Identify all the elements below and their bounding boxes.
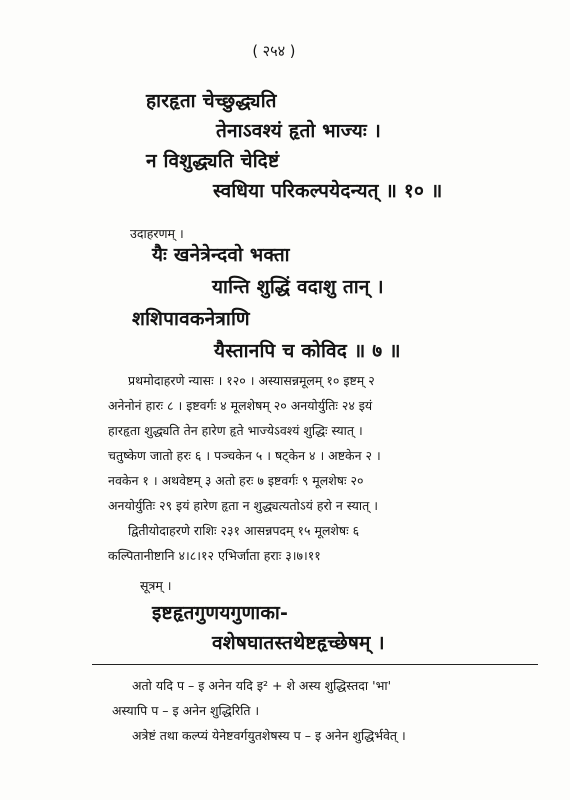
prose-line4: चतुष्केण जातो हरः ६ । पञ्चकेन ५ । षट्केन ४ । अष्टकेन २ । bbox=[108, 448, 381, 463]
footnote-divider bbox=[92, 664, 538, 665]
page-number: ( २५४ ) bbox=[252, 42, 296, 60]
prose-line1: प्रथमोदाहरणे न्यासः । १२० । अस्यासन्नमूलम् १० इष्टम् २ bbox=[128, 373, 375, 388]
verse1-line4: स्वधिया परिकल्पयेदन्यत् ॥ १० ॥ bbox=[213, 180, 443, 202]
verse1-line2: तेनाऽवश्यं हृतो भाज्यः । bbox=[216, 120, 382, 142]
verse1-line3: न विशुद्ध्यति चेदिष्टं bbox=[146, 150, 280, 172]
verse2-line3: शशिपावकनेत्राणि bbox=[132, 308, 250, 330]
footnote-line1: अतो यदि प – इ अनेन यदि इ² + शे अस्य शुद्धिस्तदा 'भा' bbox=[132, 678, 392, 693]
verse3-line2: वशेषघातस्तथेष्टहृच्छेषम् । bbox=[212, 632, 385, 654]
verse2-line1: यैः खनेत्रेन्दवो भक्ता bbox=[152, 244, 290, 266]
prose-line6: अनयोर्युतिः २९ इयं हारेण हृता न शुद्ध्यत्यतोऽयं हरो न स्यात् । bbox=[108, 498, 378, 513]
verse2-line2: यान्ति शुद्धिं वदाशु तान् । bbox=[212, 276, 384, 298]
prose-line5: नवकेन १ । अथवेष्टम् ३ अतो हरः ७ इष्टवर्गः ९ मूलशेषः २० bbox=[108, 473, 364, 488]
prose-line8: कल्पितानीष्टानि ४।८।१२ एभिर्जाता हराः ३।७।११ bbox=[108, 548, 321, 563]
sutra-label: सूत्रम् । bbox=[140, 578, 172, 593]
verse1-line1: हारहृता चेच्छुद्ध्यति bbox=[146, 90, 277, 112]
prose-line2: अनेनोनं हारः ८ । इष्टवर्गः ४ मूलशेषम् २० अनयोर्युतिः २४ इयं bbox=[108, 398, 373, 413]
example-label: उदाहरणम् । bbox=[130, 226, 184, 241]
prose-line3: हारहृता शुद्ध्यति तेन हारेण हृते भाज्येऽवश्यं शुद्धिः स्यात् । bbox=[108, 423, 363, 438]
footnote-line3: अत्रेष्टं तथा कल्प्यं येनेष्टवर्गयुतशेषस्य प – इ अनेन शुद्धिर्भवेत् । bbox=[132, 728, 406, 743]
footnote-line2: अस्यापि प – इ अनेन शुद्धिरिति । bbox=[112, 703, 260, 718]
prose-line7: द्वितीयोदाहरणे राशिः २३१ आसन्नपदम् १५ मूलशेषः ६ bbox=[128, 523, 360, 538]
verse2-line4: यैस्तानपि च कोविद ॥ ७ ॥ bbox=[214, 340, 401, 362]
verse3-line1: इष्टहृतगुणयगुणाका- bbox=[152, 602, 289, 624]
